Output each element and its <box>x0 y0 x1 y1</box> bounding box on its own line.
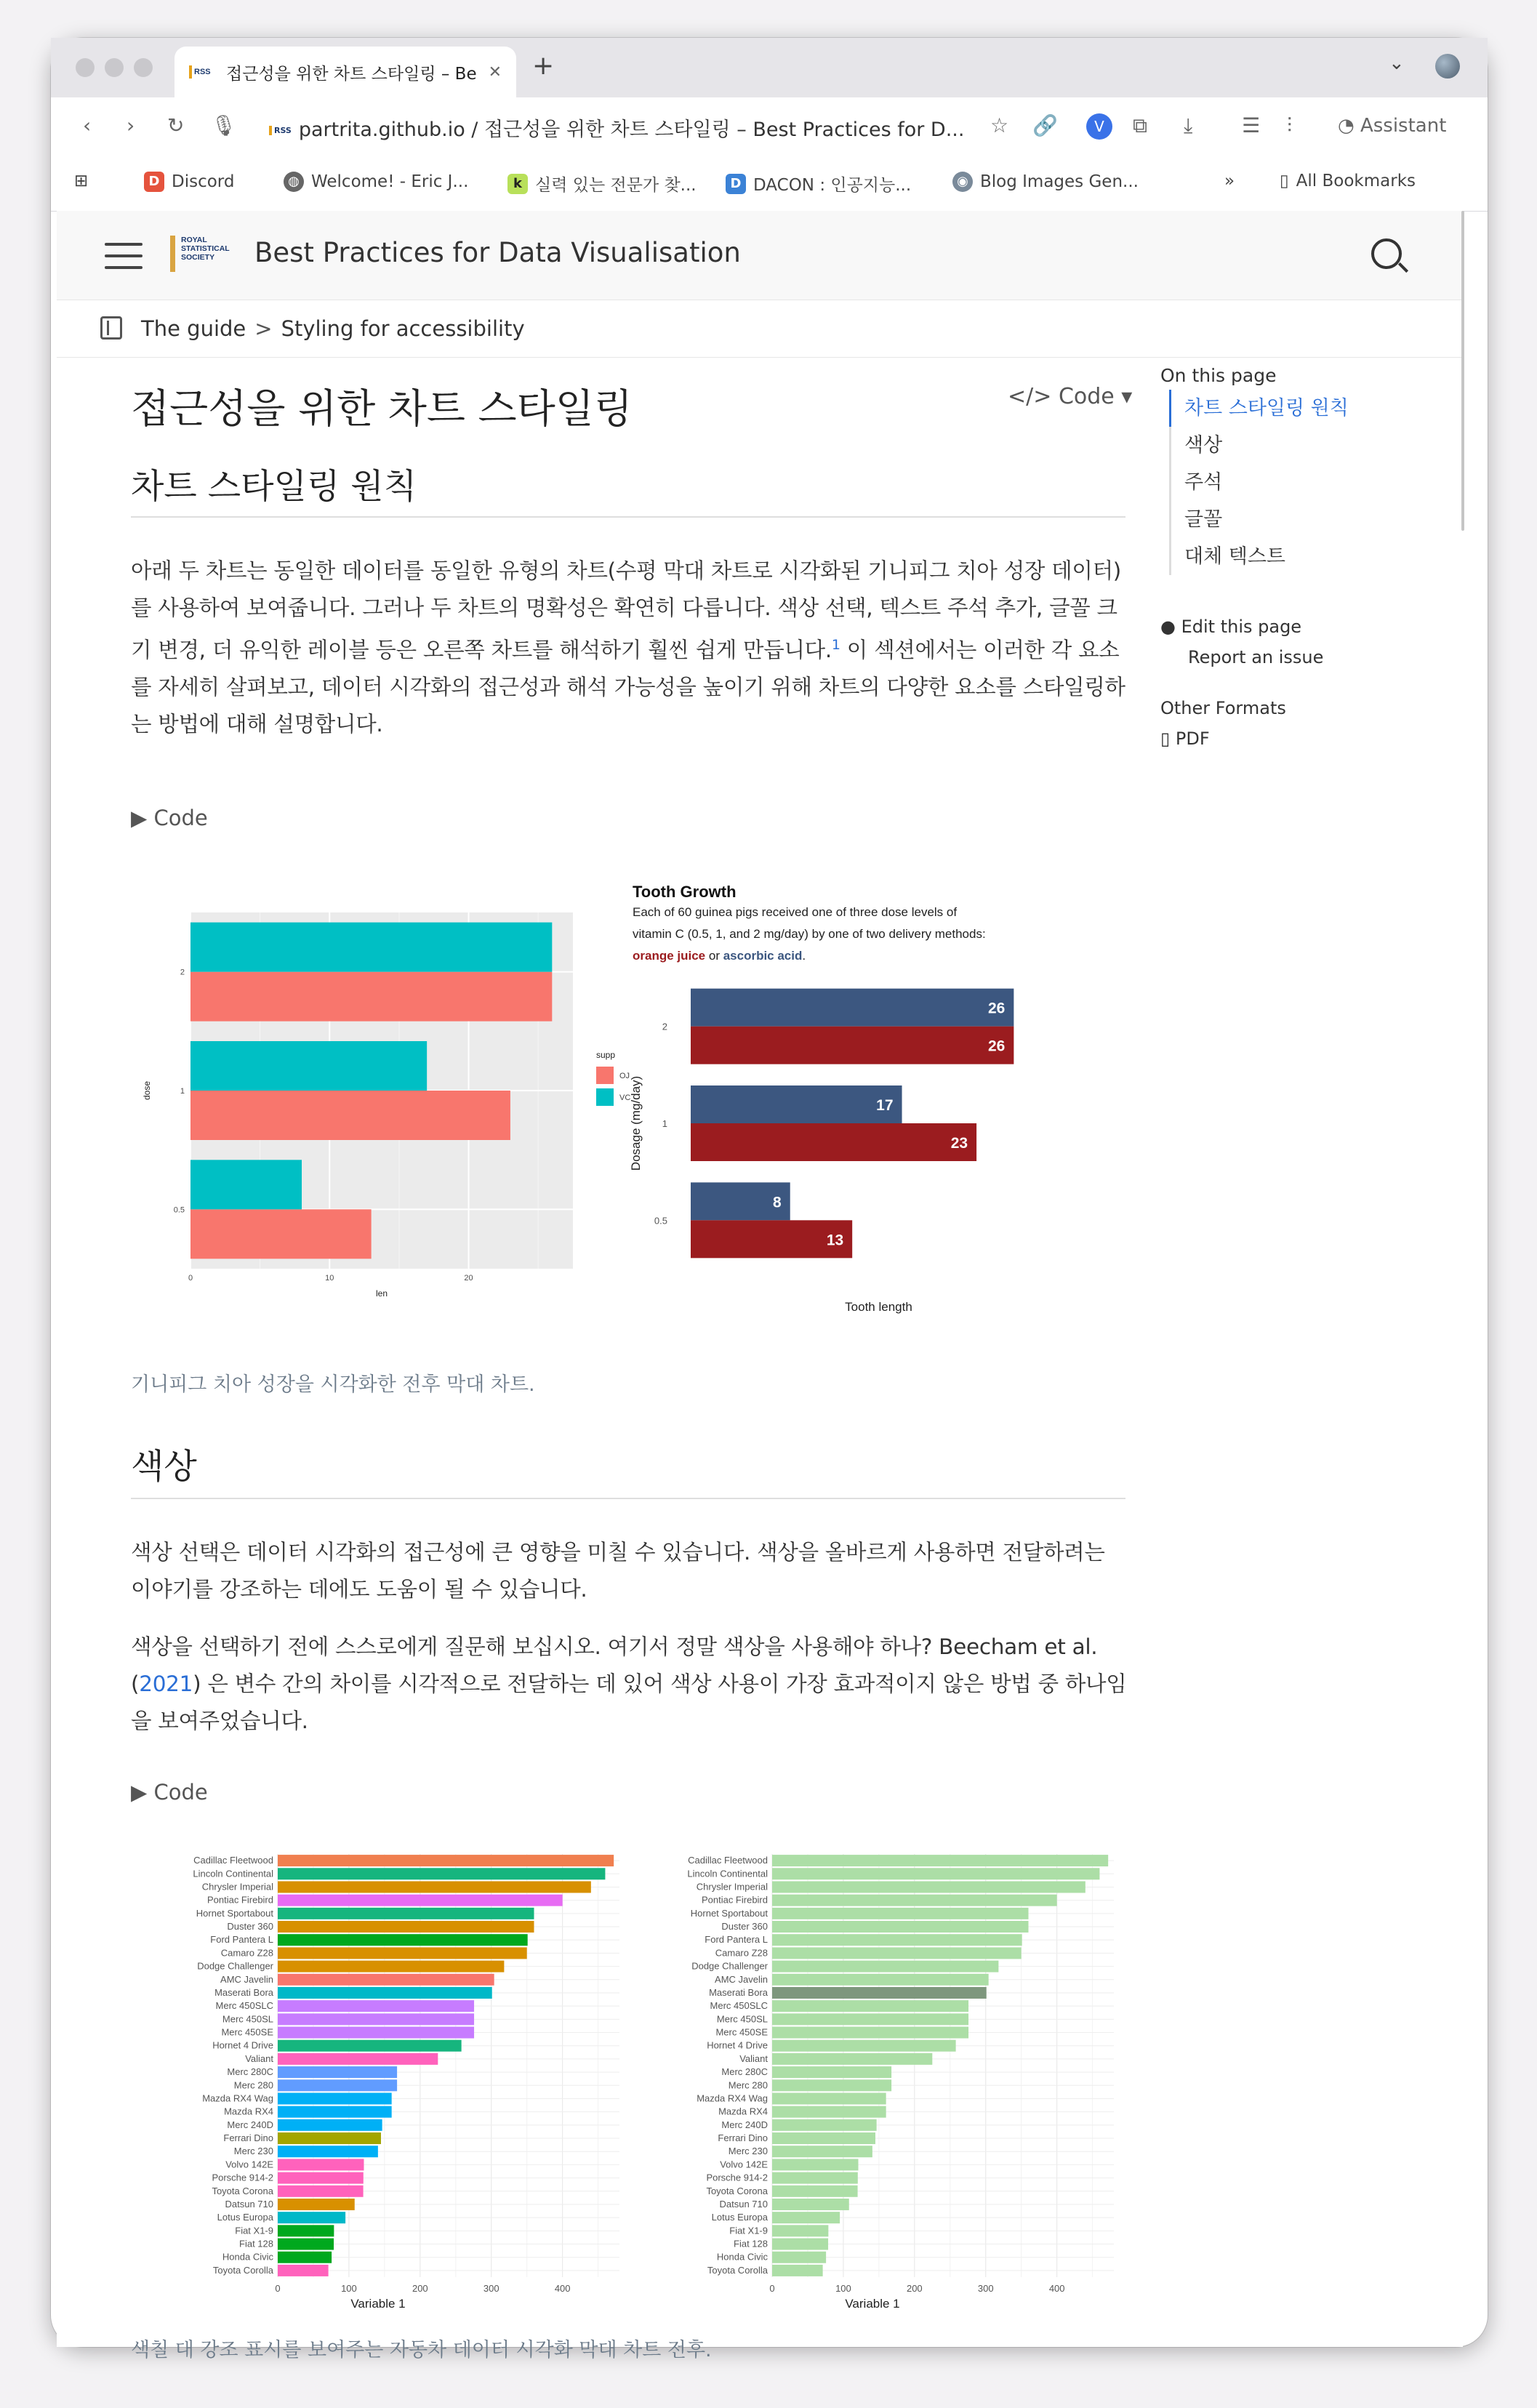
bar <box>772 2225 828 2236</box>
github-icon: ● <box>1160 617 1176 637</box>
bar <box>278 2053 438 2065</box>
address-bar[interactable] <box>269 113 964 142</box>
y-tick-label: Merc 280C <box>721 2066 768 2078</box>
section2-paragraph: 색상 선택은 데이터 시각화의 접근성에 큰 영향을 미칠 수 있습니다. 색상을 올바르게 사용하면 전달하려는 이야기를 강조하는 데에도 도움이 될 수 있습니다. <box>131 1540 1105 1602</box>
data-label: 26 <box>988 1038 1006 1055</box>
rss-logo[interactable]: ROYAL STATISTICAL SOCIETY <box>170 236 254 272</box>
bar <box>278 1895 563 1906</box>
chart-colored-cars <box>131 1847 625 2316</box>
bar <box>772 2000 968 2012</box>
x-tick-label: 400 <box>554 2283 571 2294</box>
puzzle-icon[interactable]: ⧉ <box>1133 113 1147 137</box>
y-tick-label: Merc 450SE <box>715 2026 768 2038</box>
figure-caption: 기니피그 치아 성장을 시각화한 전후 막대 차트. <box>131 1373 535 1396</box>
bar <box>278 1881 591 1893</box>
y-tick-label: Ferrari Dino <box>718 2132 768 2144</box>
bar <box>772 2106 886 2118</box>
all-bookmarks[interactable] <box>1280 172 1416 190</box>
y-tick-label: 1 <box>180 1087 185 1096</box>
bar <box>772 2199 849 2210</box>
tab-title: 접근성을 위한 차트 스타일링 – Be <box>226 64 477 84</box>
bar <box>278 2159 364 2170</box>
bar <box>772 2079 891 2091</box>
bar <box>772 2186 858 2197</box>
paragraph-text: 이 섹션에서는 이러한 각 요소를 자세히 살펴보고, 데이터 시각화의 접근성과 해석 가능성을 높이기 위해 차트의 다양한 요소를 스타일링하는 방법에 대해 설명합니다. <box>131 637 1125 737</box>
chevron-down-icon[interactable]: ⌄ <box>1389 52 1405 74</box>
audio-icon[interactable]: ⫶ <box>1287 113 1293 137</box>
code-fold-label: Code <box>153 806 208 830</box>
bar <box>772 1855 1108 1866</box>
y-tick-label: Ford Pantera L <box>210 1934 273 1946</box>
chart-highlighted-cars <box>625 1847 1127 2316</box>
y-axis-label: dose <box>142 1080 152 1101</box>
bookmark-label: All Bookmarks <box>1296 172 1416 190</box>
bar <box>278 2239 334 2250</box>
y-tick-label: Fiat 128 <box>734 2238 768 2250</box>
divider <box>131 516 1125 518</box>
bar-ascorbic-acid <box>691 1085 902 1123</box>
y-tick-label: Pontiac Firebird <box>206 1894 273 1906</box>
bar <box>278 2212 345 2223</box>
code-fold-toggle[interactable]: ▶ Code <box>131 1780 208 1805</box>
bar-orange-juice <box>691 1123 976 1161</box>
reload-icon[interactable]: ↻ <box>167 113 185 137</box>
x-tick-label: 20 <box>464 1274 473 1283</box>
y-tick-label: Duster 360 <box>227 1921 273 1933</box>
x-tick-label: 100 <box>341 2283 357 2294</box>
chart-subtitle: Each of 60 guinea pigs received one of three dose levels of <box>633 905 958 919</box>
bookmark-label: 실력 있는 전문가 찾... <box>535 176 697 195</box>
search-icon[interactable] <box>1371 238 1402 269</box>
bar <box>278 2013 474 2025</box>
code-tools-button[interactable]: </> Code ▾ <box>1008 384 1133 409</box>
chart-after-tooth <box>629 880 1127 1316</box>
breadcrumb <box>141 316 525 341</box>
y-tick-label: 0.5 <box>654 1215 667 1227</box>
discord-icon: D <box>144 172 164 192</box>
bar <box>278 2027 474 2039</box>
y-tick-label: Toyota Corolla <box>212 2264 273 2276</box>
bar <box>772 2132 875 2144</box>
bar <box>772 2027 968 2039</box>
bar <box>772 1868 1099 1879</box>
y-tick-label: 0.5 <box>173 1205 185 1215</box>
bar <box>772 2252 826 2263</box>
y-tick-label: Lotus Europa <box>711 2212 768 2223</box>
y-tick-label: Dodge Challenger <box>197 1960 273 1972</box>
edit-page-label: Edit this page <box>1181 617 1302 637</box>
star-icon[interactable]: ☆ <box>990 113 1009 137</box>
y-tick-label: AMC Javelin <box>715 1973 768 1985</box>
bookmark-welcome[interactable] <box>284 172 468 192</box>
x-axis-label: len <box>375 1288 388 1299</box>
citation-link[interactable]: 2021 <box>139 1671 193 1696</box>
new-tab-icon[interactable]: + <box>532 51 555 81</box>
bar <box>278 2265 329 2276</box>
y-tick-label: Mazda RX4 <box>224 2106 273 2117</box>
x-tick-label: 300 <box>483 2283 499 2294</box>
breadcrumb-bar <box>57 300 1463 358</box>
y-tick-label: Toyota Corona <box>212 2185 273 2196</box>
y-axis-label: Dosage (mg/day) <box>629 1075 643 1171</box>
x-tick-label: 400 <box>1048 2283 1065 2294</box>
tab-bar <box>51 38 1488 97</box>
bar <box>772 1881 1085 1893</box>
bar <box>278 2199 355 2210</box>
assistant-button[interactable]: ◔ Assistant <box>1338 115 1447 137</box>
bar <box>278 2132 381 2144</box>
figure-caption: 색칠 대 강조 표시를 보여주는 자동차 데이터 시각화 막대 차트 전후. <box>131 2339 712 2361</box>
bar <box>772 2013 968 2025</box>
bar <box>278 1947 527 1959</box>
browser-window <box>51 38 1488 2361</box>
y-tick-label: Merc 240D <box>227 2119 273 2130</box>
section-heading: 차트 스타일링 원칙 <box>131 467 417 507</box>
toc-item[interactable]: 색상 <box>1184 434 1223 457</box>
apps-icon[interactable]: ⊞ <box>74 172 89 190</box>
y-tick-label: Duster 360 <box>721 1921 768 1933</box>
bar <box>278 2106 392 2118</box>
x-axis-label: Variable 1 <box>845 2297 900 2311</box>
section2-paragraph <box>131 1629 1127 1740</box>
bar <box>278 2066 397 2078</box>
y-tick-label: Valiant <box>245 2052 273 2064</box>
bar <box>772 2040 956 2052</box>
x-tick-label: 0 <box>769 2283 775 2294</box>
bar <box>278 2186 364 2197</box>
other-formats-heading: Other Formats <box>1160 698 1286 718</box>
code-tools-label: Code <box>1058 384 1115 409</box>
bar <box>278 1921 534 1933</box>
bar <box>772 1895 1057 1906</box>
x-tick-label: 0 <box>188 1274 193 1283</box>
chart-subtitle-legend: orange juice or ascorbic acid. <box>633 949 806 963</box>
y-tick-label: Ferrari Dino <box>223 2132 273 2144</box>
bar <box>772 2239 828 2250</box>
edit-page-link[interactable] <box>1160 617 1301 637</box>
y-tick-label: Lincoln Continental <box>193 1868 273 1879</box>
globe-icon: ◍ <box>284 172 304 192</box>
bar <box>278 1974 494 1986</box>
divider <box>131 1498 1125 1499</box>
y-tick-label: Hornet 4 Drive <box>212 2039 273 2051</box>
paragraph-text: ) 은 변수 간의 차이를 시각적으로 전달하는 데 있어 색상 사용이 가장 효과적이지 않은 방법 중 하나임을 보여주었습니다. <box>131 1671 1127 1733</box>
scrollbar[interactable] <box>1461 211 1464 531</box>
bookmark-label: Welcome! - Eric J... <box>311 172 469 191</box>
bar <box>772 2212 840 2223</box>
footnote-link[interactable]: 1 <box>831 637 840 653</box>
toolbar <box>51 97 1488 156</box>
dacon-icon: D <box>726 174 746 194</box>
y-tick-label: Merc 450SL <box>222 2013 273 2025</box>
x-tick-label: 0 <box>275 2283 281 2294</box>
chart-before-tooth <box>131 905 633 1316</box>
bar <box>772 2092 886 2104</box>
y-tick-label: Maserati Bora <box>214 1986 273 1998</box>
site-title[interactable]: Best Practices for Data Visualisation <box>254 237 741 268</box>
data-label: 23 <box>950 1135 968 1152</box>
y-tick-label: Volvo 142E <box>225 2159 273 2170</box>
bookmark-label: Blog Images Gen... <box>980 172 1139 191</box>
bar <box>772 1947 1022 1959</box>
toc-list <box>1169 390 1349 575</box>
bar <box>278 2172 364 2184</box>
y-tick-label: Camaro Z28 <box>220 1947 273 1959</box>
bar-vc <box>190 1160 302 1209</box>
y-tick-label: AMC Javelin <box>220 1973 273 1985</box>
reader-icon[interactable]: ☰ <box>1242 113 1261 137</box>
bar <box>278 2079 397 2091</box>
breadcrumb-item[interactable]: The guide <box>141 316 246 341</box>
bar-oj <box>190 1091 510 1140</box>
sidebar-toggle-icon[interactable] <box>100 316 122 340</box>
page-content <box>57 211 1463 2361</box>
y-tick-label: Lincoln Continental <box>687 1868 768 1879</box>
bar <box>772 2159 858 2170</box>
bar <box>772 2119 877 2131</box>
y-tick-label: Maserati Bora <box>709 1986 768 1998</box>
bar-ascorbic-acid <box>691 989 1014 1027</box>
download-icon[interactable]: ⤓ <box>1184 113 1193 137</box>
breadcrumb-separator: > <box>254 316 273 341</box>
data-label: 8 <box>773 1194 782 1211</box>
code-fold-label: Code <box>153 1780 208 1805</box>
toc-heading: On this page <box>1160 365 1277 386</box>
bar <box>278 1934 528 1946</box>
toc-item[interactable]: 대체 텍스트 <box>1184 545 1285 568</box>
page-title: 접근성을 위한 차트 스타일링 <box>131 385 633 432</box>
y-tick-label: 2 <box>662 1021 667 1032</box>
bar <box>772 1934 1022 1946</box>
x-axis-label: Tooth length <box>845 1300 912 1314</box>
close-icon[interactable]: ✕ <box>488 63 502 81</box>
y-tick-label: Volvo 142E <box>720 2159 768 2170</box>
bookmark-kmong[interactable] <box>507 172 697 196</box>
bar <box>278 2000 474 2012</box>
y-tick-label: Merc 450SLC <box>215 2000 273 2012</box>
bar-orange-juice <box>691 1027 1014 1064</box>
bar <box>772 1987 987 1999</box>
y-tick-label: Merc 450SL <box>716 2013 768 2025</box>
zoom-window-button[interactable] <box>134 58 153 77</box>
y-tick-label: Honda Civic <box>222 2251 273 2263</box>
x-axis-label: Variable 1 <box>350 2297 406 2311</box>
site-header <box>57 211 1463 300</box>
y-tick-label: Datsun 710 <box>719 2198 768 2210</box>
paragraph-text: 색상을 선택하기 전에 스스로에게 질문해 보십시오. 여기서 정말 색상을 사용해야 하나? Beecham et al. ( <box>131 1634 1098 1696</box>
bar-oj <box>190 972 552 1022</box>
bar <box>278 1987 492 1999</box>
bar <box>772 1974 989 1986</box>
toc-item[interactable]: 차트 스타일링 원칙 <box>1169 390 1349 427</box>
back-icon[interactable]: ‹ <box>83 113 92 137</box>
bar <box>772 2265 823 2276</box>
assistant-label: Assistant <box>1360 115 1447 137</box>
bar <box>278 1855 614 1866</box>
toc-item[interactable]: 글꼴 <box>1184 508 1223 531</box>
y-tick-label: Merc 230 <box>728 2146 768 2157</box>
bar <box>278 2040 462 2052</box>
bookmark-blog-images[interactable] <box>952 172 1139 192</box>
data-label: 26 <box>988 1000 1006 1017</box>
legend-swatch <box>596 1088 614 1106</box>
breadcrumb-item[interactable]: Styling for accessibility <box>281 316 525 341</box>
report-issue-link[interactable]: Report an issue <box>1188 647 1324 667</box>
x-tick-label: 200 <box>412 2283 428 2294</box>
y-tick-label: Cadillac Fleetwood <box>688 1855 768 1866</box>
y-tick-label: Mazda RX4 Wag <box>697 2092 768 2104</box>
x-tick-label: 300 <box>977 2283 994 2294</box>
y-tick-label: Hornet Sportabout <box>196 1907 273 1919</box>
close-window-button[interactable] <box>76 58 95 77</box>
bar <box>278 2252 332 2263</box>
bookmark-dacon[interactable] <box>726 172 911 196</box>
y-tick-label: Datsun 710 <box>225 2198 273 2210</box>
y-tick-label: Mazda RX4 Wag <box>202 2092 273 2104</box>
bar <box>772 1908 1029 1919</box>
y-tick-label: Hornet 4 Drive <box>707 2039 768 2051</box>
link-icon[interactable]: 🔗 <box>1032 113 1058 137</box>
bookmark-discord[interactable] <box>144 172 234 192</box>
y-tick-label: Mazda RX4 <box>718 2106 768 2117</box>
y-tick-label: Merc 450SLC <box>710 2000 768 2012</box>
code-icon: </> <box>1008 384 1052 409</box>
forward-icon[interactable]: › <box>127 113 135 137</box>
y-tick-label: Dodge Challenger <box>691 1960 768 1972</box>
bar <box>772 2053 932 2065</box>
y-tick-label: Merc 230 <box>233 2146 273 2157</box>
menu-icon[interactable] <box>105 243 143 269</box>
legend-label: VC <box>619 1093 631 1102</box>
bar-oj <box>190 1209 372 1259</box>
bar <box>278 2225 334 2236</box>
y-tick-label: Chrysler Imperial <box>201 1881 273 1893</box>
data-label: 17 <box>876 1097 894 1114</box>
bar <box>278 1868 605 1879</box>
bar <box>772 2172 858 2184</box>
y-tick-label: Fiat X1-9 <box>729 2225 768 2236</box>
y-tick-label: Toyota Corona <box>706 2185 768 2196</box>
y-tick-label: Valiant <box>739 2052 768 2064</box>
y-tick-label: Pontiac Firebird <box>701 1894 768 1906</box>
bar <box>278 1961 504 1972</box>
pdf-link[interactable] <box>1160 729 1210 749</box>
legend-label: OJ <box>619 1072 630 1080</box>
bar-vc <box>190 923 552 972</box>
chart-title: Tooth Growth <box>633 883 737 901</box>
extension-icon[interactable]: V <box>1086 113 1112 140</box>
bar-vc <box>190 1041 427 1091</box>
bar <box>772 1921 1029 1933</box>
y-tick-label: Lotus Europa <box>217 2212 273 2223</box>
y-tick-label: Cadillac Fleetwood <box>193 1855 273 1866</box>
bar <box>278 2119 382 2131</box>
y-tick-label: Porsche 914-2 <box>212 2172 273 2183</box>
y-tick-label: 1 <box>662 1118 667 1129</box>
bar <box>772 2146 872 2157</box>
minimize-window-button[interactable] <box>105 58 124 77</box>
bookmark-label: Discord <box>172 172 235 191</box>
section-heading: 색상 <box>131 1447 197 1487</box>
y-tick-label: 2 <box>180 968 185 977</box>
y-tick-label: Merc 450SE <box>221 2026 273 2038</box>
bar <box>278 2146 378 2157</box>
code-fold-toggle[interactable]: ▶ Code <box>131 806 208 830</box>
tab-favicon: RSS <box>189 65 217 79</box>
paragraph-text: 아래 두 차트는 동일한 데이터를 동일한 유형의 차트(수평 막대 차트로 시각화된 기니피그 치아 성장 데이터)를 사용하여 보여줍니다. 그러나 두 차트의 명확성은 확연히 다릅니다. 색상 선택, 텍스트 주석 추가, 글꼴 크기 변경, 더 유익한 레이블 등은 오른쪽 차트를 해석하기 훨씬 쉽게 만듭니다. <box>131 558 1121 662</box>
y-tick-label: Camaro Z28 <box>715 1947 768 1959</box>
data-label: 13 <box>826 1232 844 1249</box>
robot-icon: ◉ <box>952 172 973 192</box>
site-favicon: RSS <box>269 126 292 135</box>
y-tick-label: Hornet Sportabout <box>690 1907 768 1919</box>
profile-avatar[interactable] <box>1435 54 1460 79</box>
active-tab[interactable] <box>174 47 516 97</box>
folder-icon: ▯ <box>1280 172 1289 190</box>
file-icon: ▯ <box>1160 729 1171 749</box>
kmong-icon: k <box>507 174 528 194</box>
y-tick-label: Merc 280C <box>227 2066 273 2078</box>
y-tick-label: Chrysler Imperial <box>696 1881 768 1893</box>
y-tick-label: Honda Civic <box>716 2251 768 2263</box>
section1-paragraph <box>131 553 1127 743</box>
url-text: partrita.github.io / 접근성을 위한 차트 스타일링 – Best Practices for D... <box>298 119 965 141</box>
x-tick-label: 200 <box>906 2283 923 2294</box>
bar <box>772 1961 998 1972</box>
y-tick-label: Fiat X1-9 <box>235 2225 273 2236</box>
legend-swatch <box>596 1067 614 1084</box>
more-bookmarks-icon[interactable]: » <box>1224 172 1235 190</box>
legend-title: supp <box>596 1050 616 1060</box>
chart-subtitle: vitamin C (0.5, 1, and 2 mg/day) by one of two delivery methods: <box>633 927 986 941</box>
bar <box>772 2066 891 2078</box>
bookmark-label: DACON : 인공지능... <box>753 176 912 195</box>
y-tick-label: Fiat 128 <box>239 2238 273 2250</box>
bar <box>278 2092 392 2104</box>
y-tick-label: Merc 280 <box>728 2079 768 2091</box>
bar <box>278 1908 534 1919</box>
y-tick-label: Ford Pantera L <box>705 1934 768 1946</box>
x-tick-label: 10 <box>325 1274 334 1283</box>
toc-item[interactable]: 주석 <box>1184 471 1223 494</box>
pdf-label: PDF <box>1175 729 1210 749</box>
y-tick-label: Merc 240D <box>721 2119 768 2130</box>
y-tick-label: Merc 280 <box>233 2079 273 2091</box>
y-tick-label: Toyota Corolla <box>707 2264 768 2276</box>
bookmarks-bar <box>51 156 1488 212</box>
microphone-icon[interactable]: 🎙 <box>211 113 237 137</box>
x-tick-label: 100 <box>835 2283 851 2294</box>
y-tick-label: Porsche 914-2 <box>706 2172 768 2183</box>
